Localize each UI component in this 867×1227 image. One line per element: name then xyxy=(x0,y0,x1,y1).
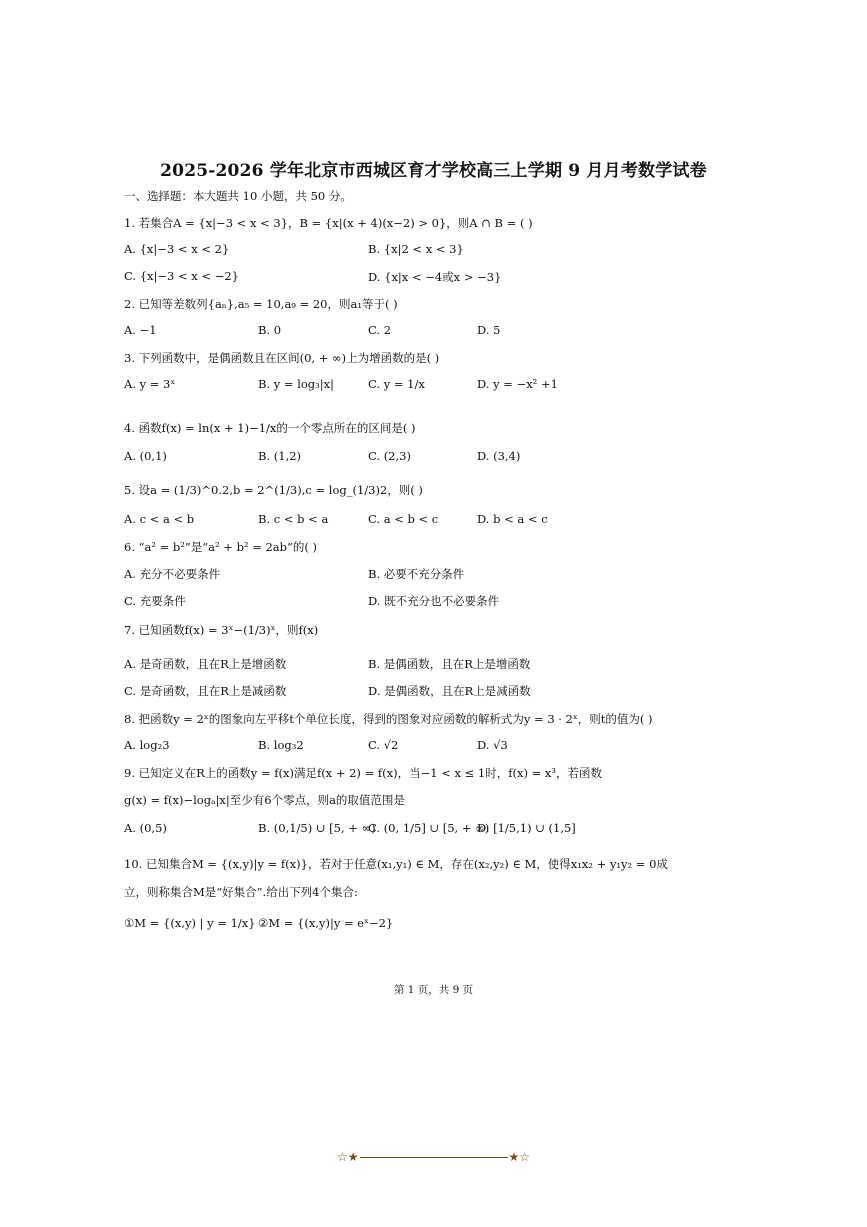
question-3-option-c: C. y = 1/x xyxy=(368,377,425,391)
question-3-option-d: D. y = −x² +1 xyxy=(477,377,558,391)
question-6-option-b: B. 必要不充分条件 xyxy=(368,567,465,581)
question-4-option-c: C. (2,3) xyxy=(368,449,411,463)
question-1-stem: 1. 若集合A = {x|−3 < x < 3}，B = {x|(x + 4)(x−2) > 0}，则A ∩ B = ( ) xyxy=(124,216,533,230)
decoration-rule xyxy=(360,1157,508,1158)
question-2-option-b: B. 0 xyxy=(258,323,282,337)
question-10-item-2: ②M = {(x,y)|y = eˣ−2} xyxy=(258,916,394,930)
question-6-option-d: D. 既不充分也不必要条件 xyxy=(368,594,500,608)
question-8-option-d: D. √3 xyxy=(477,738,508,752)
question-7-option-d: D. 是偶函数，且在R上是减函数 xyxy=(368,684,531,698)
question-3-stem: 3. 下列函数中，是偶函数且在区间(0, + ∞)上为增函数的是( ) xyxy=(124,351,440,365)
question-3-option-b: B. y = log₃|x| xyxy=(258,377,335,391)
question-5-option-d: D. b < a < c xyxy=(477,512,548,526)
question-8-option-a: A. log₂3 xyxy=(124,738,170,752)
question-9-option-b: B. (0,1/5) ∪ [5, + ∞) xyxy=(258,821,376,835)
question-9-option-a: A. (0,5) xyxy=(124,821,167,835)
question-8-option-c: C. √2 xyxy=(368,738,399,752)
question-7-option-a: A. 是奇函数，且在R上是增函数 xyxy=(124,657,287,671)
question-5-option-b: B. c < b < a xyxy=(258,512,329,526)
question-4-option-a: A. (0,1) xyxy=(124,449,167,463)
question-7-option-c: C. 是奇函数，且在R上是减函数 xyxy=(124,684,287,698)
section-heading: 一、选择题：本大题共 10 小题，共 50 分。 xyxy=(124,189,352,203)
question-9-option-d: D. [1/5,1) ∪ (1,5] xyxy=(477,821,576,835)
question-1-option-d: D. {x|x < −4或x > −3} xyxy=(368,270,502,284)
question-2-stem: 2. 已知等差数列{aₙ},a₅ = 10,a₉ = 20，则a₁等于( ) xyxy=(124,297,398,311)
star-left-icon: ☆★ xyxy=(336,1150,359,1164)
question-4-stem: 4. 函数f(x) = ln(x + 1)−1/x的一个零点所在的区间是( ) xyxy=(124,421,416,435)
question-5-stem: 5. 设a = (1/3)^0.2,b = 2^(1/3),c = log_(1/3)2，则( ) xyxy=(124,483,423,497)
question-4-option-d: D. (3,4) xyxy=(477,449,521,463)
question-8-stem: 8. 把函数y = 2ˣ的图象向左平移t个单位长度，得到的图象对应函数的解析式为y = 3 · 2ˣ，则t的值为( ) xyxy=(124,712,653,726)
question-5-option-c: C. a < b < c xyxy=(368,512,439,526)
question-2-option-a: A. −1 xyxy=(124,323,157,337)
question-2-option-c: C. 2 xyxy=(368,323,392,337)
question-10-item-1: ①M = {(x,y) | y = 1/x} xyxy=(124,916,256,930)
page-title: 2025-2026 学年北京市西城区育才学校高三上学期 9 月月考数学试卷 xyxy=(160,161,707,181)
star-right-icon: ★☆ xyxy=(508,1150,531,1164)
page-footer: 第 1 页，共 9 页 xyxy=(393,984,474,996)
question-6-option-a: A. 充分不必要条件 xyxy=(124,567,221,581)
question-9-stem-continued: g(x) = f(x)−logₐ|x|至少有6个零点，则a的取值范围是 xyxy=(124,793,405,807)
footer-star-decoration xyxy=(0,1150,867,1164)
question-9-option-c: C. (0, 1/5] ∪ [5, + ∞) xyxy=(368,821,490,835)
question-7-stem: 7. 已知函数f(x) = 3ˣ−(1/3)ˣ，则f(x) xyxy=(124,623,319,637)
question-6-option-c: C. 充要条件 xyxy=(124,594,186,608)
question-7-option-b: B. 是偶函数，且在R上是增函数 xyxy=(368,657,531,671)
question-6-stem: 6. “a² = b²”是“a² + b² = 2ab”的( ) xyxy=(124,540,318,554)
question-4-option-b: B. (1,2) xyxy=(258,449,302,463)
question-1-option-c: C. {x|−3 < x < −2} xyxy=(124,269,239,283)
question-1-option-b: B. {x|2 < x < 3} xyxy=(368,242,464,256)
question-8-option-b: B. log₃2 xyxy=(258,738,304,752)
question-3-option-a: A. y = 3ˣ xyxy=(124,377,176,391)
question-10-stem-continued: 立，则称集合M是“好集合”.给出下列4个集合: xyxy=(124,885,358,899)
question-1-option-a: A. {x|−3 < x < 2} xyxy=(124,242,230,256)
question-2-option-d: D. 5 xyxy=(477,323,501,337)
question-10-stem: 10. 已知集合M = {(x,y)|y = f(x)}，若对于任意(x₁,y₁) ∈ M，存在(x₂,y₂) ∈ M，使得x₁x₂ + y₁y₂ = 0成 xyxy=(124,857,668,871)
question-5-option-a: A. c < a < b xyxy=(124,512,195,526)
question-9-stem: 9. 已知定义在R上的函数y = f(x)满足f(x + 2) = f(x)，当−1 < x ≤ 1时，f(x) = x³，若函数 xyxy=(124,766,602,780)
